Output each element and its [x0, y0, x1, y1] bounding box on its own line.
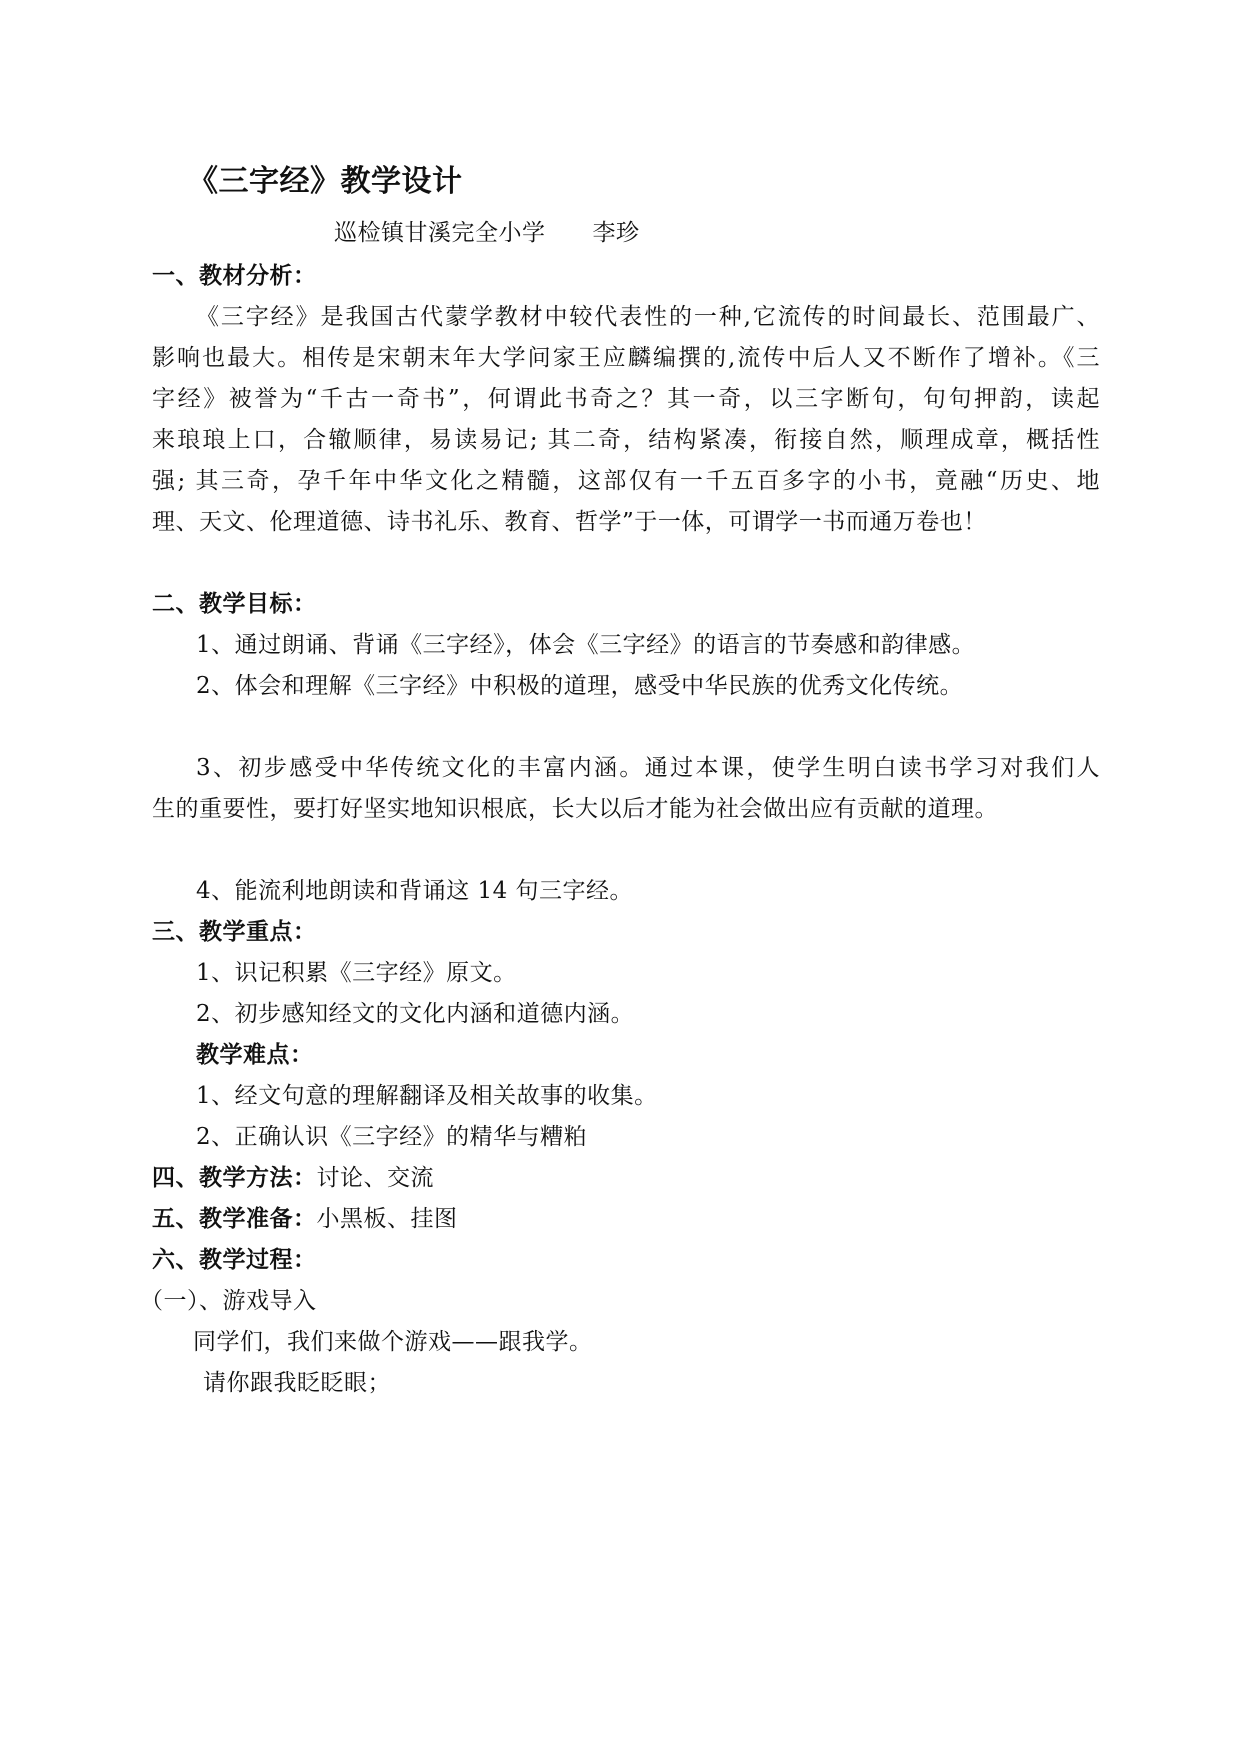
section-heading-process: 六、教学过程： [152, 1246, 317, 1273]
difficulty-item: 1、经文句意的理解翻译及相关故事的收集。 [196, 1083, 658, 1109]
materials-paragraph-line: 强; 其三奇，孕千年中华文化之精髓，这部仅有一千五百多字的小书，竟融“历史、地 [152, 468, 1100, 494]
section-heading-materials: 一、教材分析： [152, 262, 317, 289]
section-heading-goals: 二、教学目标： [152, 590, 317, 617]
section-heading-key-points: 三、教学重点： [152, 918, 317, 945]
materials-paragraph-line: 来琅琅上口，合辙顺律，易读易记; 其二奇，结构紧凑，衔接自然，顺理成章，概括性 [152, 427, 1100, 453]
process-line: 请你跟我眨眨眼； [203, 1370, 391, 1396]
materials-paragraph-line: 理、天文、伦理道德、诗书礼乐、教育、哲学”于一体，可谓学一书而通万卷也！ [152, 509, 987, 535]
goal-item-continuation: 生的重要性，要打好坚实地知识根底，长大以后才能为社会做出应有贡献的道理。 [152, 796, 998, 822]
preparation-content: 小黑板、挂图 [316, 1206, 458, 1232]
methods-content: 讨论、交流 [316, 1165, 434, 1191]
process-subheading: （一）、游戏导入 [140, 1288, 317, 1314]
goal-item: 4、能流利地朗读和背诵这 14 句三字经。 [196, 878, 634, 904]
materials-paragraph-line: 字经》被誉为“千古一奇书”，何谓此书奇之？其一奇，以三字断句，句句押韵，读起 [152, 386, 1100, 412]
materials-paragraph-line: 影响也最大。相传是宋朝末年大学问家王应麟编撰的,流传中后人又不断作了增补。《三 [152, 345, 1100, 371]
section-heading-methods: 四、教学方法： [152, 1164, 317, 1191]
materials-paragraph-line: 《三字经》是我国古代蒙学教材中较代表性的一种,它流传的时间最长、范围最广、 [196, 304, 1100, 330]
section-heading-preparation: 五、教学准备： [152, 1205, 317, 1232]
key-point-item: 2、初步感知经文的文化内涵和道德内涵。 [196, 1001, 635, 1027]
goal-item: 1、通过朗诵、背诵《三字经》，体会《三字经》的语言的节奏感和韵律感。 [196, 632, 976, 658]
preparation-line [152, 1204, 458, 1234]
key-point-item: 1、识记积累《三字经》原文。 [196, 960, 517, 986]
process-line: 同学们，我们来做个游戏——跟我学。 [193, 1329, 593, 1355]
difficulty-heading: 教学难点： [196, 1041, 314, 1068]
methods-line [152, 1163, 434, 1193]
goal-item: 2、体会和理解《三字经》中积极的道理，感受中华民族的优秀文化传统。 [196, 673, 964, 699]
document-title: 《三字经》教学设计 [188, 164, 463, 199]
difficulty-item: 2、正确认识《三字经》的精华与糟粕 [196, 1124, 588, 1150]
goal-item: 3、初步感受中华传统文化的丰富内涵。通过本课，使学生明白读书学习对我们人 [196, 755, 1100, 781]
author-line: 巡检镇甘溪完全小学 李珍 [334, 220, 640, 246]
